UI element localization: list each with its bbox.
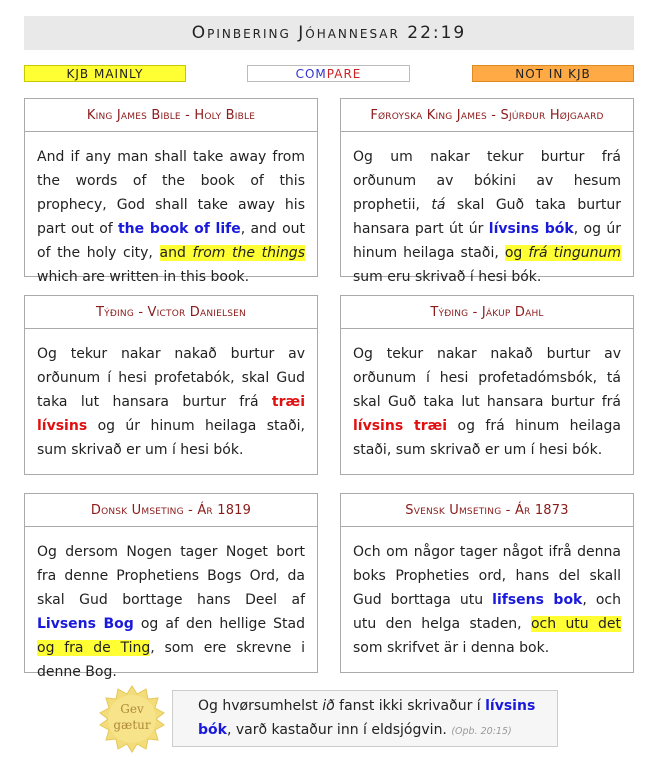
translation-card-kjb	[24, 98, 318, 285]
legend-not-in-kjb	[472, 65, 634, 82]
highlight-blue: lifsens bok	[492, 592, 583, 608]
card-verse-text	[341, 329, 633, 472]
legend-compare-label-a: COM	[295, 66, 327, 81]
legend-kjb-mainly	[24, 65, 186, 82]
translation-card-danish-1819	[24, 493, 318, 680]
card-heading: Svensk Umseting - Ár 1873	[341, 494, 633, 527]
translation-card-swedish-1873	[340, 493, 634, 673]
verse-text: , varð kastaður inn í eldsjógvin.	[226, 722, 447, 738]
verse-text: , and out of the holy city,	[37, 221, 305, 261]
verse-text: which are written in this book.	[37, 269, 250, 285]
verse-text: sum eru skrivað í hesi bók.	[353, 269, 542, 285]
italic-text: frá tingunum	[528, 245, 622, 261]
gev-gaetur-seal	[97, 684, 167, 754]
verse-text: , som ere skrevne i denne Bog.	[37, 640, 306, 680]
verse-text: Og hvørsumhelst	[198, 698, 323, 714]
card-heading: Donsk Umseting - Ár 1819	[25, 494, 317, 527]
page-title-text: Opinbering Jóhannesar 22:19	[191, 23, 467, 43]
card-heading: King James Bible - Holy Bible	[25, 99, 317, 132]
highlight-yellow: och utu det	[530, 616, 621, 632]
italic-text: ið	[322, 698, 335, 714]
card-heading: Týðing - Victor Danielsen	[25, 296, 317, 329]
highlight-yellow	[505, 245, 621, 261]
verse-text: Og tekur nakar nakað burtur av orðunum í hesi profetabók, skal Gud taka lut hansara burtur frá	[37, 346, 305, 410]
translation-card-victor-danielsen	[24, 295, 318, 475]
card-verse-text	[25, 132, 317, 299]
card-heading: Týðing - Jákup Dahl	[341, 296, 633, 329]
verse-text: And if any man shall take away from the words of the book of this prophecy, God shall take away his part out of	[37, 149, 305, 237]
verse-text: Og um nakar tekur burtur frá orðunum av bókini av hesum prophetii,	[353, 149, 621, 213]
highlight-blue: the book of life	[117, 221, 241, 237]
highlight-blue: lívsins bók	[488, 221, 574, 237]
verse-text: skal Guð taka burtur hansara part út úr	[353, 197, 621, 237]
translation-card-foroyska-kjb	[340, 98, 634, 285]
verse-text: Og tekur nakar nakað burtur av orðunum í hesi profetadómsbók, tá skal Guð taka lut hansara burtur frá	[353, 346, 621, 410]
card-verse-text	[25, 527, 317, 694]
verse-text: som skrifvet är i denna bok.	[353, 640, 550, 656]
card-verse-text	[25, 329, 317, 472]
seal-line-1: Gev	[120, 702, 144, 716]
italic-text: tá	[431, 197, 446, 213]
verse-text: , och utu den helga staden,	[353, 592, 621, 632]
verse-text: and	[159, 245, 193, 261]
gev-gaetur-verse	[198, 694, 548, 744]
legend-kjb-mainly-label: KJB MAINLY	[66, 66, 144, 81]
verse-text: og af den hellige Stad	[133, 616, 305, 632]
highlight-yellow	[160, 245, 305, 261]
highlight-red: træi lívsins	[37, 394, 305, 434]
verse-text: Og dersom Nogen tager Noget bort fra denne Prophetiens Bogs Ord, da skal Gud borttage hans Deel af	[37, 544, 305, 608]
verse-text: , og úr hinum heilaga staði,	[353, 221, 622, 261]
seal-line-2: gætur	[113, 718, 151, 732]
legend-compare	[247, 65, 410, 82]
legend-compare-label-b: PARE	[326, 66, 362, 81]
highlight-blue: Livsens Bog	[37, 616, 134, 632]
card-verse-text	[341, 527, 633, 670]
highlight-red: lívsins træi	[353, 418, 448, 434]
card-verse-text	[341, 132, 633, 299]
page-title	[24, 16, 634, 50]
highlight-yellow: og fra de Ting	[37, 640, 151, 656]
seal-text	[97, 701, 167, 733]
verse-text: og frá hinum heilaga staði, sum skrivað er um í hesi bók.	[353, 418, 621, 458]
legend-not-in-kjb-label: NOT IN KJB	[515, 66, 591, 81]
verse-text: og úr hinum heilaga staði, sum skrivað er um í hesi bók.	[37, 418, 305, 458]
card-heading: Føroyska King James - Sjúrður Højgaard	[341, 99, 633, 132]
verse-text: og	[504, 245, 529, 261]
verse-text: Och om någor tager något ifrå denna boks Propheties ord, hans del skall Gud borttaga utu	[353, 544, 621, 608]
verse-reference: (Opb. 20:15)	[451, 726, 512, 737]
verse-text: fanst ikki skrivaður í	[334, 698, 486, 714]
highlight-blue: lívsins bók	[198, 698, 536, 738]
italic-text: from the things	[192, 245, 305, 261]
translation-card-jakup-dahl	[340, 295, 634, 475]
